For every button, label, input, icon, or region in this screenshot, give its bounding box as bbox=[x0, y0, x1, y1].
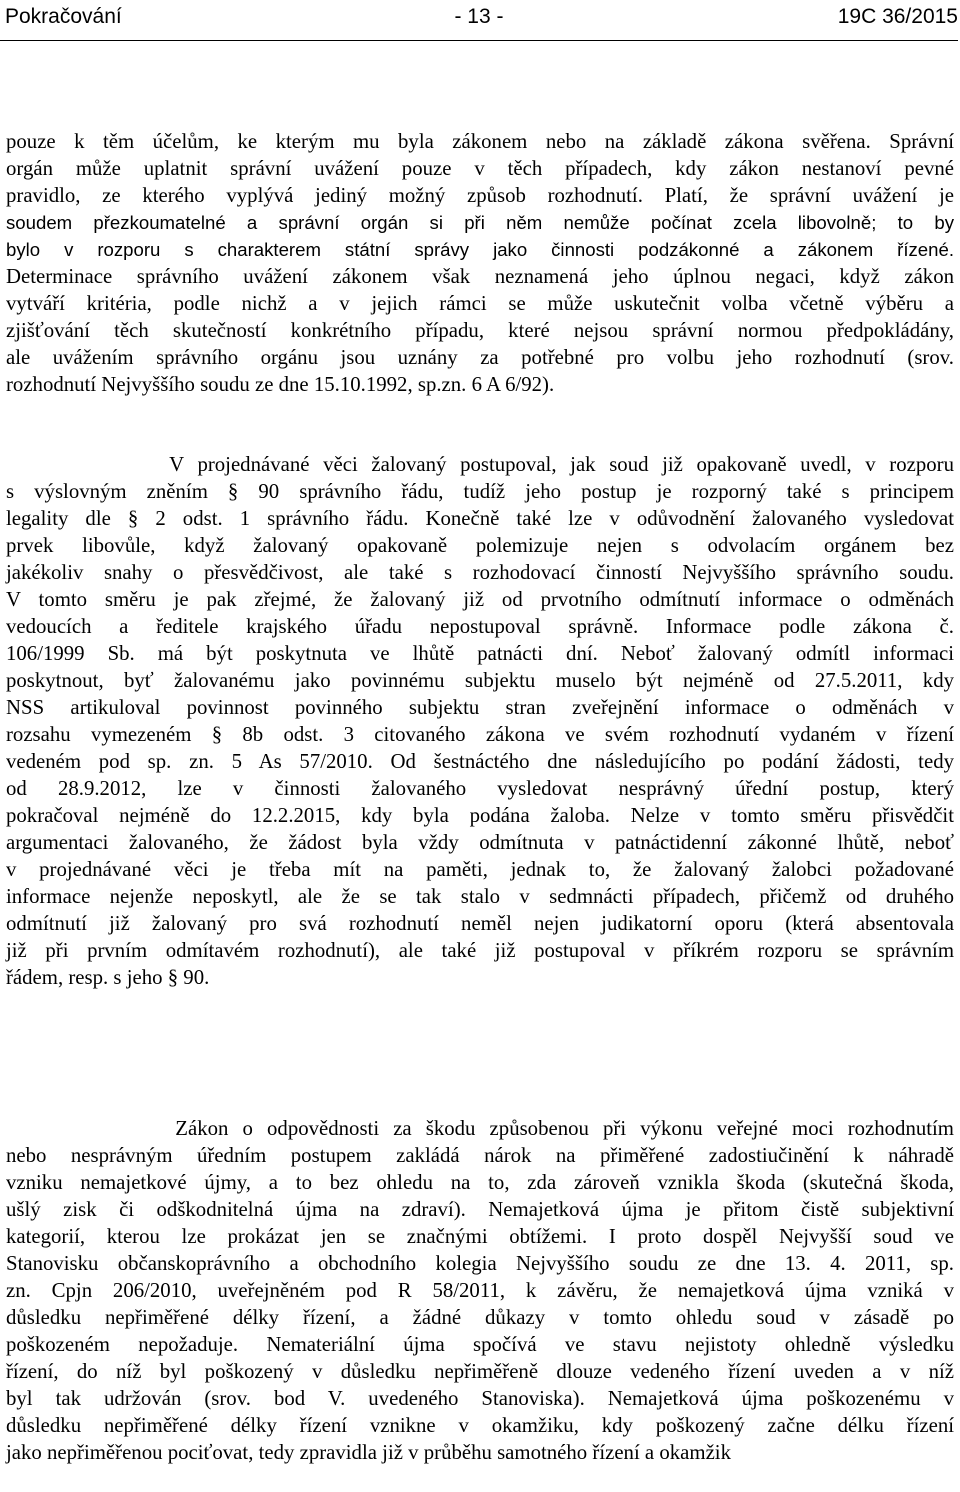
text-line: 106/1999 Sb. má být poskytnuta ve lhůtě patnácti dní. Neboť žalovaný odmítl informaci bbox=[6, 642, 954, 665]
text-line: zjišťování těch skutečností konkrétního případu, které nejsou správní normou předpokládány, bbox=[6, 319, 954, 342]
paragraph-1 bbox=[0, 128, 960, 398]
text-line: vedoucích a ředitele krajského úřadu nepostupoval správně. Informace podle zákona č. bbox=[6, 615, 954, 638]
text-line: ušlý zisk či odškodnitelná újma na zdraví). Nemajetková újma je přitom čistě subjektivní bbox=[6, 1198, 954, 1221]
text-line: argumentaci žalovaného, že žádost byla vždy odmítnuta v patnáctidenní zákonné lhůtě, neboť bbox=[6, 831, 954, 854]
text-line: s výslovným zněním § 90 správního řádu, tudíž jeho postup je rozporný také s principem bbox=[6, 480, 954, 503]
text-line: v projednávané věci je třeba mít na paměti, jednak to, že žalovaný žalobci požadované bbox=[6, 858, 954, 881]
header-continuation-label: Pokračování bbox=[5, 5, 122, 28]
text-line: rozhodnutí Nejvyššího soudu ze dne 15.10.1992, sp.zn. 6 A 6/92). bbox=[6, 373, 555, 396]
text-line: rozsahu vymezeném § 8b odst. 3 citovaného zákona ve svém rozhodnutí vydaném v řízení bbox=[6, 723, 954, 746]
text-line: Determinace správního uvážení zákonem však neznamená jeho úplnou negaci, když zákon bbox=[6, 265, 954, 288]
text-line: prvek libovůle, když žalovaný opakovaně polemizuje nejen s odvolacím orgánem bez bbox=[6, 534, 954, 557]
text-line: Zákon o odpovědnosti za škodu způsobenou při výkonu veřejné moci rozhodnutím bbox=[6, 1117, 954, 1140]
text-line: důsledku nepřiměřené délky řízení, a žádné důkazy v tomto ohledu soud v zásadě po bbox=[6, 1306, 954, 1329]
page-header bbox=[0, 0, 958, 41]
case-number: 19C 36/2015 bbox=[837, 5, 958, 28]
text-line: od 28.9.2012, lze v činnosti žalovaného vysledovat nesprávný úřední postup, který bbox=[6, 777, 954, 800]
text-line: poskytnout, byť žalovanému jako povinnému subjektu muselo být nejméně od 27.5.2011, kdy bbox=[6, 669, 954, 692]
text-line: vytváří kritéria, podle nichž a v jejich rámci se může uskutečnit volba včetně výběru a bbox=[6, 292, 954, 315]
text-line: NSS artikuloval povinnost povinného subjektu stran zveřejnění informace o odměnách v bbox=[6, 696, 954, 719]
text-line: řádem, resp. s jeho § 90. bbox=[6, 966, 210, 989]
text-line: V projednávané věci žalovaný postupoval, jak soud již opakovaně uvedl, v rozporu bbox=[6, 453, 954, 476]
text-line: kategorií, kterou lze prokázat jen se značnými obtížemi. I proto dospěl Nejvyšší soud ve bbox=[6, 1225, 954, 1248]
text-line: pokračoval nejméně do 12.2.2015, kdy byla podána žaloba. Nelze v tomto směru přisvědčit bbox=[6, 804, 954, 827]
text-line: vedeném pod sp. zn. 5 As 57/2010. Od šestnáctého dne následujícího po podání žádosti, tedy bbox=[6, 750, 954, 773]
text-line: jakékoliv snahy o přesvědčivost, ale také s rozhodovací činností Nejvyššího správního soudu. bbox=[6, 561, 954, 584]
paragraph-3 bbox=[0, 1115, 960, 1466]
text-line: poškozeném nepožaduje. Nemateriální újma spočívá ve stavu nejistoty ohledně výsledku bbox=[6, 1333, 954, 1356]
text-line: pouze k těm účelům, ke kterým mu byla zákonem nebo na základě zákona svěřena. Správní bbox=[6, 130, 954, 153]
text-line: nebo nesprávným úředním postupem zakládá nárok na přiměřené zadostiučinění k náhradě bbox=[6, 1144, 954, 1167]
text-line: ale uvážením správního orgánu jsou uznány za potřebné pro volbu jeho rozhodnutí (srov. bbox=[6, 346, 954, 369]
text-line: bylo v rozporu s charakterem státní správy jako činnosti podzákonné a zákonem řízené. bbox=[6, 239, 954, 260]
text-line: zn. Cpjn 206/2010, uveřejněném pod R 58/2011, k závěru, že nemajetková újma vzniká v bbox=[6, 1279, 954, 1302]
text-line: odmítnutí již žalovaný pro svá rozhodnutí neměl nejen judikatorní oporu (která absentovala bbox=[6, 912, 954, 935]
text-line: orgán může uplatnit správní uvážení pouze v těch případech, kdy zákon nestanoví pevné bbox=[6, 157, 954, 180]
text-line: legality dle § 2 odst. 1 správního řádu. Konečně také lze v odůvodnění žalovaného vysledovat bbox=[6, 507, 954, 530]
text-line: již při prvním odmítavém rozhodnutí), ale také již postupoval v příkrém rozporu se správním bbox=[6, 939, 954, 962]
text-line: informace nejenže neposkytl, ale že se tak stalo v sedmnácti případech, přičemž od druhého bbox=[6, 885, 954, 908]
paragraph-2 bbox=[0, 451, 960, 991]
text-line: vzniku nemajetkové újmy, a to bez ohledu na to, zda zároveň vznikla škoda (skutečná škoda, bbox=[6, 1171, 954, 1194]
text-line: Stanovisku občanskoprávního a obchodního kolegia Nejvyššího soudu ze dne 13. 4. 2011, sp. bbox=[6, 1252, 954, 1275]
text-line: důsledku nepřiměřené délky řízení vznikne v okamžiku, kdy poškozený začne délku řízení bbox=[6, 1414, 954, 1437]
text-line: jako nepřiměřenou pociťovat, tedy zpravidla již v průběhu samotného řízení a okamžik bbox=[6, 1441, 731, 1464]
text-line: byl tak udržován (srov. bod V. uvedeného Stanoviska). Nemajetková újma poškozenému v bbox=[6, 1387, 954, 1410]
text-line: V tomto směru je pak zřejmé, že žalovaný již od prvotního odmítnutí informace o odměnách bbox=[6, 588, 954, 611]
page-number: - 13 - bbox=[454, 5, 504, 28]
text-line: soudem přezkoumatelné a správní orgán si při něm nemůže počínat zcela libovolně; to by bbox=[6, 212, 954, 233]
text-line: pravidlo, ze kterého vyplývá jediný možný způsob rozhodnutí. Platí, že správní uvážení je bbox=[6, 184, 954, 207]
text-line: řízení, do níž byl poškozený v důsledku nepřiměřeně dlouze vedeného řízení uveden a v níž bbox=[6, 1360, 954, 1383]
